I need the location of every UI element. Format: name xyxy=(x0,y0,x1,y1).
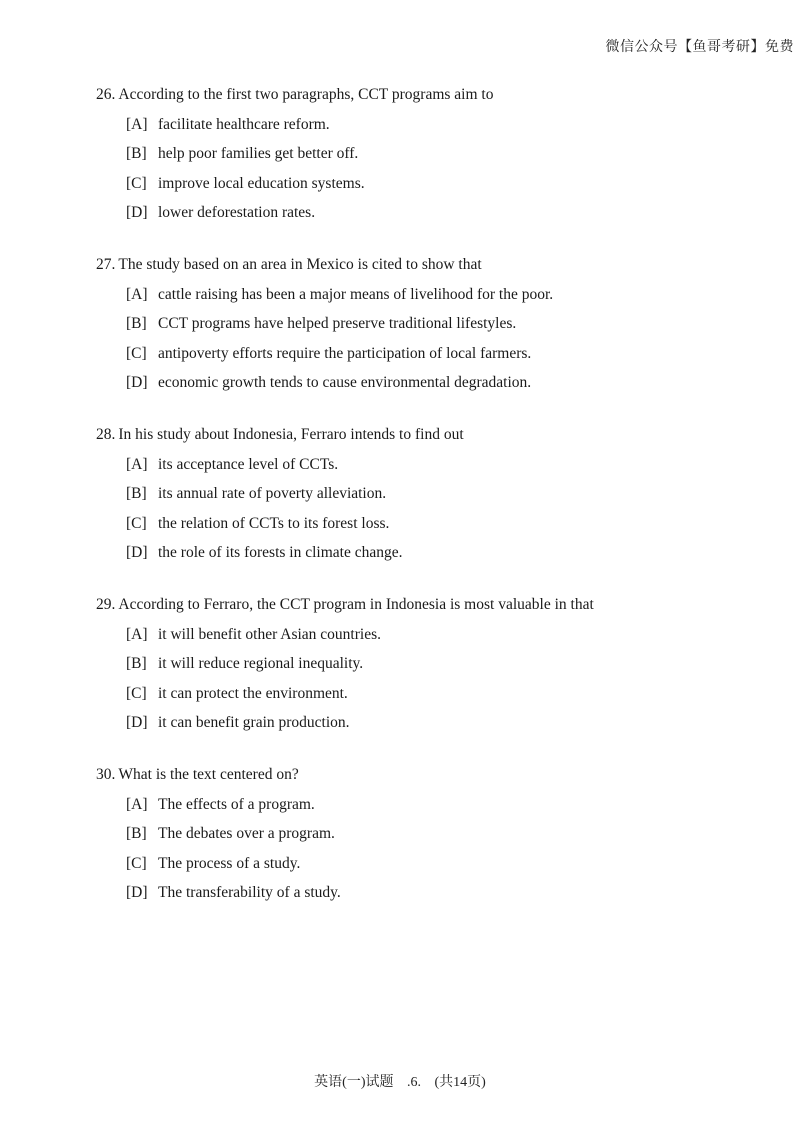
option-d xyxy=(126,372,786,394)
option-text: lower deforestation rates. xyxy=(158,204,316,221)
option-d xyxy=(126,882,786,904)
question-stem xyxy=(96,424,786,446)
question-stem xyxy=(96,594,786,616)
option-a xyxy=(126,114,786,136)
option-b xyxy=(126,653,786,675)
option-letter: [A] xyxy=(126,625,148,643)
question-number: 28. xyxy=(96,426,116,443)
footer-total-pages: (共14页) xyxy=(434,1075,486,1090)
option-text: CCT programs have helped preserve traditional lifestyles. xyxy=(158,315,517,332)
question-number: 29. xyxy=(96,596,116,613)
option-c xyxy=(126,853,786,875)
question-29 xyxy=(96,594,786,734)
option-text: the role of its forests in climate change. xyxy=(158,544,403,561)
option-text: The debates over a program. xyxy=(158,825,335,842)
option-b xyxy=(126,483,786,505)
footer-page-number: .6. xyxy=(407,1075,421,1090)
option-text: The process of a study. xyxy=(158,854,301,872)
watermark-text: 微信公众号【鱼哥考研】免费 xyxy=(605,40,794,55)
option-letter: [C] xyxy=(126,344,147,362)
option-text: it can benefit grain production. xyxy=(158,714,350,731)
option-letter: [A] xyxy=(126,285,148,303)
option-c xyxy=(126,343,786,365)
option-text: it will benefit other Asian countries. xyxy=(158,625,381,643)
question-27 xyxy=(96,254,786,394)
question-text: What is the text centered on? xyxy=(118,766,299,783)
option-text: help poor families get better off. xyxy=(158,145,359,162)
question-text: According to Ferraro, the CCT program in Indonesia is most valuable in that xyxy=(118,596,594,613)
question-list xyxy=(96,84,786,934)
question-30 xyxy=(96,764,786,904)
option-text: facilitate healthcare reform. xyxy=(158,115,330,133)
option-letter: [C] xyxy=(126,174,147,192)
option-text: The effects of a program. xyxy=(158,795,315,813)
option-a xyxy=(126,454,786,476)
option-letter: [B] xyxy=(126,315,147,332)
option-letter: [B] xyxy=(126,485,147,502)
question-text: According to the first two paragraphs, CCT programs aim to xyxy=(118,86,494,103)
question-stem xyxy=(96,254,786,276)
option-letter: [C] xyxy=(126,684,147,702)
option-a xyxy=(126,284,786,306)
option-letter: [C] xyxy=(126,854,147,872)
option-letter: [B] xyxy=(126,825,147,842)
option-b xyxy=(126,823,786,845)
option-letter: [A] xyxy=(126,795,148,813)
option-text: the relation of CCTs to its forest loss. xyxy=(158,514,390,532)
option-c xyxy=(126,683,786,705)
option-text: antipoverty efforts require the participation of local farmers. xyxy=(158,344,532,362)
option-letter: [D] xyxy=(126,374,148,391)
option-d xyxy=(126,712,786,734)
option-letter: [D] xyxy=(126,884,148,901)
option-text: cattle raising has been a major means of livelihood for the poor. xyxy=(158,285,554,303)
option-a xyxy=(126,794,786,816)
option-b xyxy=(126,313,786,335)
option-d xyxy=(126,542,786,564)
option-letter: [D] xyxy=(126,714,148,731)
option-letter: [A] xyxy=(126,455,148,473)
question-text: The study based on an area in Mexico is cited to show that xyxy=(118,256,482,273)
question-text: In his study about Indonesia, Ferraro intends to find out xyxy=(118,426,464,443)
option-text: its acceptance level of CCTs. xyxy=(158,455,339,473)
option-text: improve local education systems. xyxy=(158,174,365,192)
question-number: 27. xyxy=(96,256,116,273)
option-a xyxy=(126,624,786,646)
option-c xyxy=(126,513,786,535)
question-number: 30. xyxy=(96,766,116,783)
option-text: it will reduce regional inequality. xyxy=(158,655,364,672)
option-c xyxy=(126,173,786,195)
question-stem xyxy=(96,764,786,786)
option-text: economic growth tends to cause environmental degradation. xyxy=(158,374,532,391)
question-number: 26. xyxy=(96,86,116,103)
question-stem xyxy=(96,84,786,106)
option-b xyxy=(126,143,786,165)
option-letter: [A] xyxy=(126,115,148,133)
question-26 xyxy=(96,84,786,224)
option-letter: [B] xyxy=(126,145,147,162)
option-letter: [B] xyxy=(126,655,147,672)
option-text: The transferability of a study. xyxy=(158,884,341,901)
option-letter: [D] xyxy=(126,544,148,561)
footer-subject: 英语(一)试题 xyxy=(314,1075,394,1090)
page-footer xyxy=(0,1071,800,1091)
question-28 xyxy=(96,424,786,564)
option-letter: [C] xyxy=(126,514,147,532)
option-text: its annual rate of poverty alleviation. xyxy=(158,485,387,502)
option-letter: [D] xyxy=(126,204,148,221)
option-d xyxy=(126,202,786,224)
option-text: it can protect the environment. xyxy=(158,684,348,702)
